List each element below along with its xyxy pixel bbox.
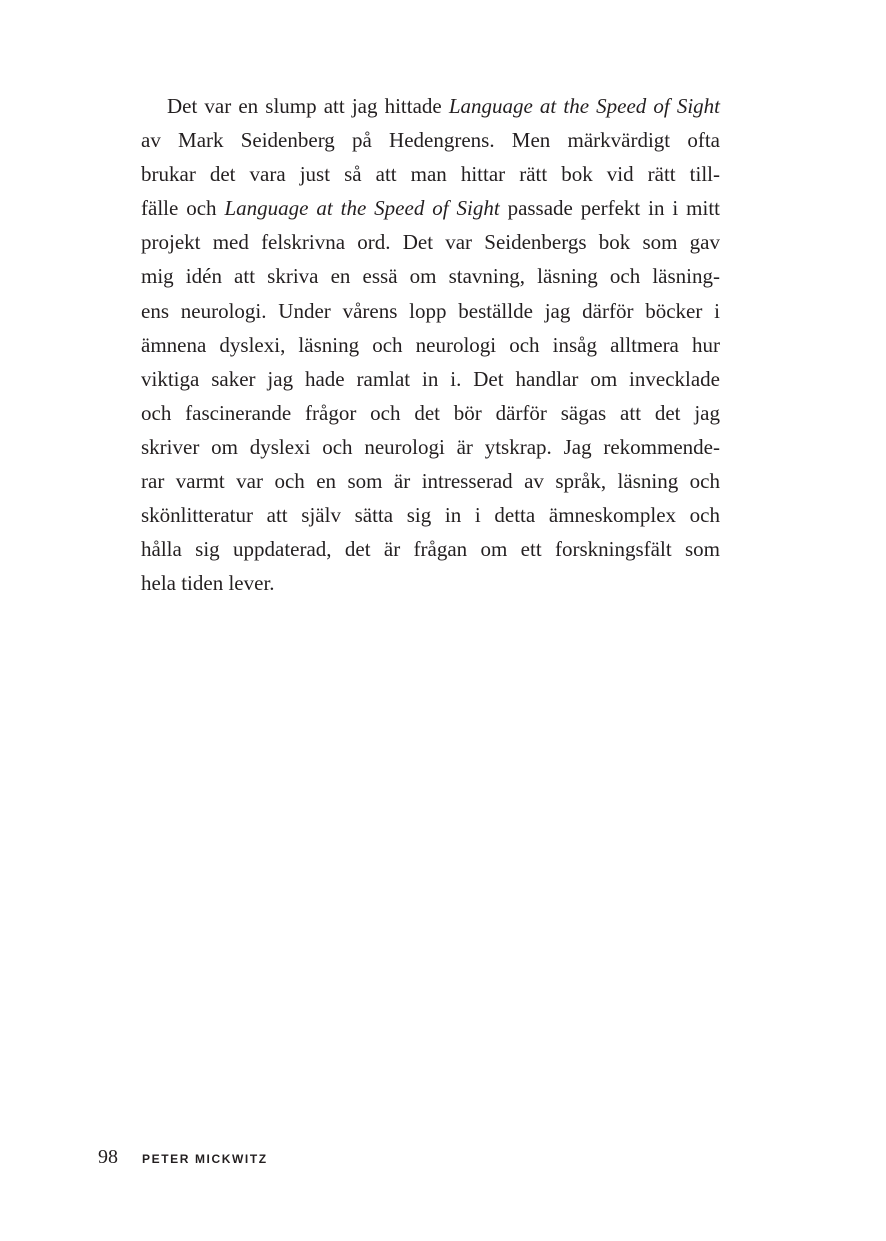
running-head-author: PETER MICKWITZ [142, 1152, 268, 1166]
page-footer [98, 1146, 268, 1172]
text-line: skönlitteratur att själv sätta sig in i detta ämneskomplex och [141, 503, 720, 528]
book-title: Language at the Speed of Sight [448, 94, 720, 118]
text-line: fälle och Language at the Speed of Sight passade perfekt in i mitt [141, 196, 720, 221]
book-title: Language at the Speed of Sight [224, 196, 500, 221]
text-line: rar varmt var och en som är intresserad av språk, läsning och [141, 469, 720, 494]
text-line: hålla sig uppdaterad, det är frågan om ett forskningsfält som [141, 537, 720, 562]
text-line: viktiga saker jag hade ramlat in i. Det handlar om invecklade [141, 366, 720, 391]
body-paragraph [141, 89, 720, 600]
text-line: skriver om dyslexi och neurologi är ytskrap. Jag rekommende- [141, 434, 720, 459]
text-line: av Mark Seidenberg på Hedengrens. Men märkvärdigt ofta [141, 128, 720, 153]
text-line: ämnena dyslexi, läsning och neurologi och insåg alltmera hur [141, 332, 720, 357]
text-line: hela tiden lever. [141, 571, 275, 596]
text-line: och fascinerande frågor och det bör därför sägas att det jag [141, 400, 720, 425]
text-line: brukar det vara just så att man hittar rätt bok vid rätt till- [141, 162, 720, 187]
text-line: mig idén att skriva en essä om stavning, läsning och läsning- [141, 264, 720, 289]
text-line: ens neurologi. Under vårens lopp beställde jag därför böcker i [141, 298, 720, 323]
text-line: Det var en slump att jag hittade Language at the Speed of Sight [167, 94, 720, 118]
page-number: 98 [98, 1146, 118, 1168]
text-line: projekt med felskrivna ord. Det var Seidenbergs bok som gav [141, 230, 720, 255]
